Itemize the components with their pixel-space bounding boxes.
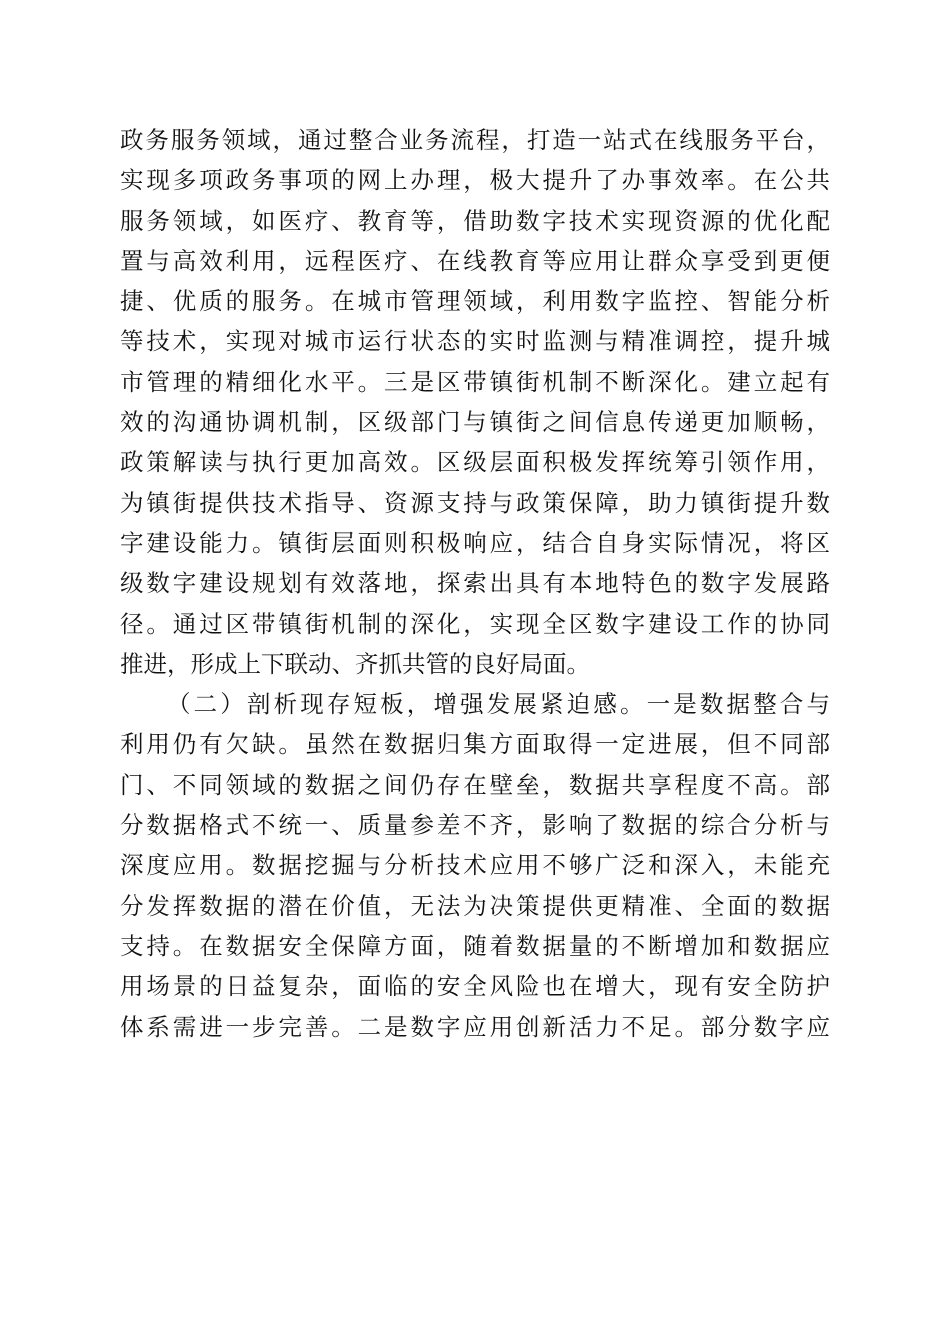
text-line: 字建设能力。镇街层面则积极响应，结合自身实际情况，将区 — [120, 528, 830, 557]
text-line: 服务领域，如医疗、教育等，借助数字技术实现资源的优化配 — [120, 206, 830, 235]
text-line: 捷、优质的服务。在城市管理领域，利用数字监控、智能分析 — [120, 287, 830, 316]
text-line: 政策解读与执行更加高效。区级层面积极发挥统筹引领作用， — [120, 448, 830, 477]
text-line: 级数字建设规划有效落地，探索出具有本地特色的数字发展路 — [120, 569, 830, 598]
text-line: 分数据格式不统一、质量参差不齐，影响了数据的综合分析与 — [120, 811, 830, 840]
text-line: 推进，形成上下联动、齐抓共管的良好局面。 — [120, 649, 590, 678]
text-line: 效的沟通协调机制，区级部门与镇街之间信息传递更加顺畅， — [120, 408, 830, 437]
section-heading-line: （二）剖析现存短板，增强发展紧迫感。一是数据整合与 — [167, 690, 830, 719]
text-line: 体系需进一步完善。二是数字应用创新活力不足。部分数字应 — [120, 1012, 830, 1041]
text-line: 利用仍有欠缺。虽然在数据归集方面取得一定进展，但不同部 — [120, 730, 830, 759]
text-line: 等技术，实现对城市运行状态的实时监测与精准调控，提升城 — [120, 327, 830, 356]
text-line: 置与高效利用，远程医疗、在线教育等应用让群众享受到更便 — [120, 246, 830, 275]
text-line: 门、不同领域的数据之间仍存在壁垒，数据共享程度不高。部 — [120, 770, 830, 799]
text-line: 用场景的日益复杂，面临的安全风险也在增大，现有安全防护 — [120, 972, 830, 1001]
text-line: 为镇街提供技术指导、资源支持与政策保障，助力镇街提升数 — [120, 488, 830, 517]
text-line: 实现多项政务事项的网上办理，极大提升了办事效率。在公共 — [120, 166, 830, 195]
text-line: 径。通过区带镇街机制的深化，实现全区数字建设工作的协同 — [120, 609, 830, 638]
text-line: 市管理的精细化水平。三是区带镇街机制不断深化。建立起有 — [120, 367, 830, 396]
text-line: 政务服务领域，通过整合业务流程，打造一站式在线服务平台， — [120, 126, 830, 154]
text-line: 支持。在数据安全保障方面，随着数据量的不断增加和数据应 — [120, 931, 830, 960]
body-text — [120, 120, 830, 1047]
text-line: 深度应用。数据挖掘与分析技术应用不够广泛和深入，未能充 — [120, 851, 830, 880]
text-line: 分发挥数据的潜在价值，无法为决策提供更精准、全面的数据 — [120, 891, 830, 920]
